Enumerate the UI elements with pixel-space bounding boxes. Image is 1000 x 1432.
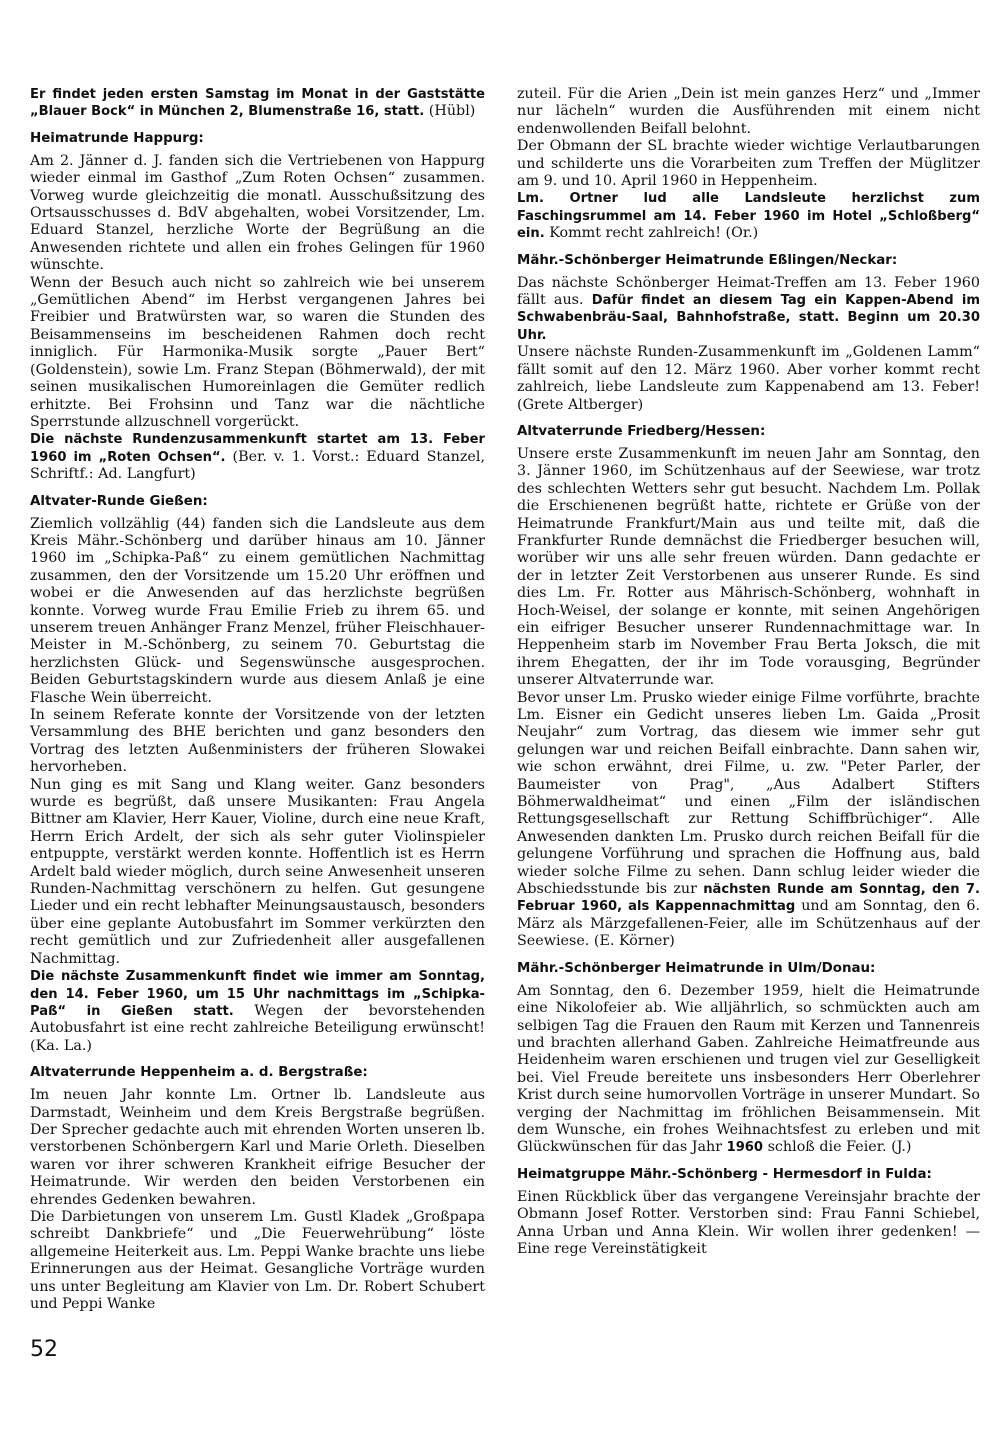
paragraph: Unsere nächste Runden-Zusammenkunft im „Goldenen Lamm“ fällt somit auf den 12. März 1960. Aber vorher kommt recht zahlreich, liebe Landsleute zum Kappenabend am 13. Feber! (Grete Altberger) — [517, 344, 980, 413]
section-heading: Heimatrunde Happurg: — [30, 130, 204, 146]
section-heppenheim — [30, 1064, 485, 1313]
section-heading: Mähr.-Schönberger Heimatrunde Eßlingen/Neckar: — [517, 252, 898, 268]
paragraph — [30, 968, 485, 1055]
paragraph: Einen Rückblick über das vergangene Vereinsjahr brachte der Obmann Josef Rotter. Verstorben sind: Frau Fanni Schiebel, Anna Urban und Anna Klein. Wir wollen ihrer gedenken! — Eine rege Vereinstätigkeit — [517, 1188, 980, 1257]
paragraph: Die Darbietungen von unserem Lm. Gustl Kladek „Großpapa schreibt Dankbriefe“ und „Die Feuerwehrübung“ löste allgemeine Heiterkeit aus. Lm. Peppi Wanke brachte uns liebe Erinnerungen aus der Heimat. Gesangliche Vorträge wurden uns unter Begleitung am Klavier von Lm. Dr. Robert Schubert und Peppi Wanke — [30, 1208, 485, 1312]
right-column — [517, 86, 980, 1266]
intro-bold: Er findet jeden ersten Samstag im Monat in der Gaststätte „Blauer Bock“ in München 2, Blumenstraße 16, statt. — [30, 87, 485, 120]
plain-text: und am Sonntag, den 6. März als Märzgefallenen-Feier, alle im Schützenhaus auf der Seewiese. (E. Körner) — [517, 898, 980, 950]
intro-paragraph — [30, 86, 485, 121]
paragraph: Wenn der Besuch auch nicht so zahlreich wie bei unserem „Gemütlichen Abend“ im Herbst vergangenen Jahres bei Freibier und Bratwürsten war, so waren die Stunden des Beisammenseins im bescheidenen Rahmen doch recht inniglich. Für Harmonika-Musik sorgte „Pauer Bert“ (Goldenstein), sowie Lm. Franz Stepan (Böhmerwald), der mit seinen musikalischen Humoreinlagen die Gemüter redlich erhitzte. Bei Frohsinn und Tanz war die nächtliche Sperrstunde allzuschnell vorgerückt. — [30, 274, 485, 430]
bold-text: Die nächste Zusammenkunft findet wie immer am Sonntag, den 14. Feber 1960, um 15 Uhr nachmittags im „Schipka-Paß“ in Gießen statt. — [30, 969, 485, 1019]
plain-text: (Ber. v. 1. Vorst.: Eduard Stanzel, Schriftf.: Ad. Langfurt) — [30, 448, 485, 483]
paragraph: Ziemlich vollzählig (44) fanden sich die Landsleute aus dem Kreis Mähr.-Schönberg und darüber hinaus am 10. Jänner 1960 im „Schipka-Paß“ zu einem gemütlichen Nachmittag zusammen, den der Vorsitzende um 15.20 Uhr eröffnen und wobei er die Anwesenden auf das herzlichste begrüßen konnte. Vorweg wurde Frau Emilie Frieb zu ihrem 65. und unserem treuen Anhänger Franz Menzel, früher Fleischhauer-Meister in M.-Schönberg, zu seinem 70. Geburtstag die herzlichsten Glück- und Segenswünsche ausgesprochen. Beiden Geburtstagskindern wurde aus diesem Anlaß je eine Flasche Wein überreicht. — [30, 515, 485, 706]
section-esslingen — [517, 252, 980, 414]
section-ulm — [517, 960, 980, 1157]
section-friedberg — [517, 423, 980, 951]
plain-text: Das nächste Schönberger Heimat-Treffen am 13. Feber 1960 fällt aus. — [517, 274, 980, 309]
bold-text: nächsten Runde am Sonntag, den 7. Februar 1960, als Kappennachmittag — [517, 882, 980, 915]
paragraph: Nun ging es mit Sang und Klang weiter. Ganz besonders wurde es begrüßt, daß unsere Musikanten: Frau Angela Bittner am Klavier, Herr Kauer, Violine, durch eine neue Kraft, Herrn Erich Ardelt, der sich als sehr guter Violinspieler entpuppte, verstärkt werden konnte. Hoffentlich ist es Herrn Ardelt bald wieder möglich, durch seine Anwesenheit unseren Runden-Nachmittag verschönern zu helfen. Gut gesungene Lieder und ein recht lebhafter Meinungsaustausch, besonders über eine geplante Autobusfahrt im Sommer verkürzten den recht gemütlich und zur Zufriedenheit aller ausgefallenen Nachmittag. — [30, 776, 485, 967]
paragraph — [517, 275, 980, 345]
paragraph: zuteil. Für die Arien „Dein ist mein ganzes Herz“ und „Immer nur lächeln“ wurden die Ausführenden mit einem nicht endenwollenden Beifall belohnt. — [517, 86, 980, 137]
paragraph — [517, 190, 980, 242]
section-heading: Heimatgruppe Mähr.-Schönberg - Hermesdorf in Fulda: — [517, 1166, 932, 1182]
plain-text: Am Sonntag, den 6. Dezember 1959, hielt die Heimatrunde eine Nikolofeier ab. Wie alljährlich, so schmückten auch am selbigen Tag die Frauen den Raum mit Kerzen und Tannenreis und brachten allerhand Gaben. Zahlreiche Heimatfreunde aus Heidenheim waren erschienen und trugen viel zur Geselligkeit bei. Viel Freude bereitete uns insbesonders Herr Oberlehrer Krist durch seine humorvollen Vorträge in unserer Mundart. So verging der Nachmittag im fröhlichen Beisammensein. Mit dem Wunsche, ein frohes Weihnachtsfest zu erleben und mit Glückwünschen für das Jahr — [517, 982, 980, 1156]
paragraph — [30, 431, 485, 483]
paragraph: Der Obmann der SL brachte wieder wichtige Verlautbarungen und schilderte uns die Vorarbeiten zum Treffen der Müglitzer am 9. und 10. April 1960 in Heppenheim. — [517, 138, 980, 190]
plain-text: Kommt recht zahlreich! (Or.) — [544, 225, 759, 242]
paragraph: Am 2. Jänner d. J. fanden sich die Vertriebenen von Happurg wieder einmal im Gasthof „Zum Roten Ochsen“ zusammen. Vorweg wurde gleichzeitig die monatl. Ausschußsitzung des Ortsausschusses d. BdV abgehalten, wobei Vorsitzender, Lm. Eduard Stanzel, herzliche Worte der Begrüßung an die Anwesenden richtete und allen ein frohes Gelingen für 1960 wünschte. — [30, 152, 485, 274]
left-column — [30, 86, 485, 1321]
section-heading: Mähr.-Schönberger Heimatrunde in Ulm/Donau: — [517, 960, 876, 976]
paragraph — [517, 983, 980, 1157]
section-fulda — [517, 1166, 980, 1259]
bold-text: Lm. Ortner lud alle Landsleute herzlichst zum Faschingsrummel am 14. Feber 1960 im Hotel „Schloßberg“ ein. — [517, 191, 980, 242]
section-heading: Altvaterrunde Heppenheim a. d. Bergstraße: — [30, 1065, 368, 1081]
section-heading: Altvaterrunde Friedberg/Hessen: — [517, 423, 766, 439]
bold-text: Dafür findet an diesem Tag ein Kappen-Abend im Schwabenbräu-Saal, Bahnhofstraße, statt. Beginn um 20.30 Uhr. — [517, 293, 980, 343]
plain-text: Wegen der bevorstehenden Autobusfahrt ist eine recht zahlreiche Beteiligung erwünscht! (Ka. La.) — [30, 1002, 485, 1054]
plain-text: Bevor unser Lm. Prusko wieder einige Filme vorführte, brachte Lm. Eisner ein Gedicht unseres lieben Lm. Gaida „Prosit Neujahr“ zum Vortrag, das diesem wie immer sehr gut gelungen war und reichen Beifall einbrachte. Dann sahen wir, wie schon erwähnt, drei Filme, u. zw. "Peter Parler, der Baumeister von Prag", „Aus Adalbert Stifters Böhmerwaldheimat“ und einen „Film der isländischen Rettungsgesellschaft zur Rettung Schiffbrüchiger“. Alle Anwesenden dankten Lm. Prusko durch reichen Beifall für die gelungene Vorführung und sprachen die Hoffnung aus, bald wieder solche Filme zu sehen. Dann schlug leider wieder die Abschiedsstunde bis zur — [517, 689, 980, 898]
bold-text: 1960 — [726, 1140, 764, 1156]
bold-text: Die nächste Rundenzusammenkunft startet am 13. Feber 1960 im „Roten Ochsen“. — [30, 432, 485, 465]
section-heppenheim-continued — [517, 86, 980, 243]
section-happurg — [30, 130, 485, 484]
page-number: 52 — [30, 1337, 58, 1362]
intro-tail: (Hübl) — [424, 103, 476, 120]
plain-text: schloß die Feier. (J.) — [763, 1139, 912, 1156]
section-heading: Altvater-Runde Gießen: — [30, 493, 208, 509]
paragraph — [517, 690, 980, 951]
paragraph: Unsere erste Zusammenkunft im neuen Jahr am Sonntag, den 3. Jänner 1960, im Schützenhaus auf der Seewiese, war trotz des schlechten Wetters sehr gut besucht. Nachdem Lm. Pollak die Erschienenen begrüßt hatte, richtete er Grüße von der Heimatrunde Frankfurt/Main aus und teilte mit, daß die Frankfurter Runde demnächst die Friedberger besuchen will, worüber wir uns alle sehr freuen würden. Dann gedachte er der in letzter Zeit Verstorbenen aus unserer Runde. Es sind dies Lm. Fr. Rotter aus Mährisch-Schönberg, wohnhaft in Hoch-Weisel, der solange er konnte, mit seinen Angehörigen ein eifriger Besucher unserer Rundennachmittage war. In Heppenheim starb im November Frau Berta Joksch, die mit ihrem Ehegatten, der ihr im Tode vorausging, Begründer unserer Altvaterrunde war. — [517, 445, 980, 689]
section-giessen — [30, 493, 485, 1056]
intro-section — [30, 86, 485, 121]
paragraph: Im neuen Jahr konnte Lm. Ortner lb. Landsleute aus Darmstadt, Weinheim und dem Kreis Bergstraße begrüßen. Der Sprecher gedachte auch mit ehrenden Worten unseren lb. verstorbenen Schönbergern Karl und Marie Orleth. Dieselben waren vor ihrer schweren Krankheit eifrige Besucher der Heimatrunde. Wir werden den beiden Verstorbenen ein ehrendes Gedenken bewahren. — [30, 1087, 485, 1208]
paragraph: In seinem Referate konnte der Vorsitzende von der letzten Versammlung des BHE berichten und ganz besonders den Vortrag des letzten Außenministers der früheren Slowakei hervorheben. — [30, 707, 485, 776]
